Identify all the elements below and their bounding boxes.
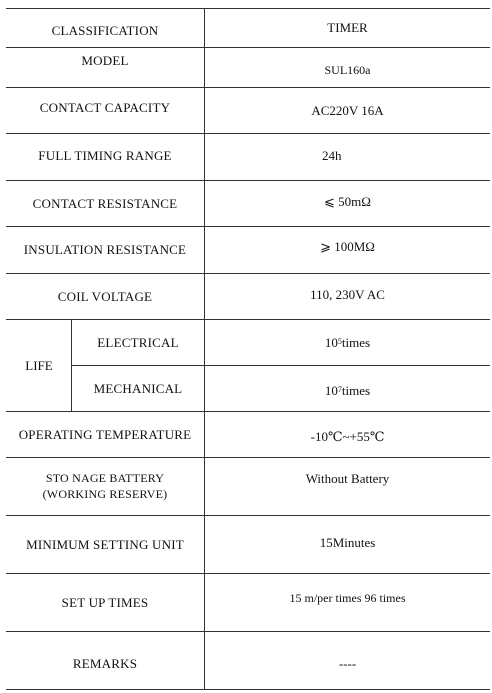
label-storage-battery-line1: STO NAGE BATTERY bbox=[45, 471, 165, 485]
label-classification: CLASSIFICATION bbox=[51, 22, 159, 38]
label-insulation-resistance: INSULATION RESISTANCE bbox=[23, 242, 187, 257]
label-minimum-setting-unit: MINIMUM SETTING UNIT bbox=[26, 536, 184, 552]
label-electrical: ELECTRICAL bbox=[97, 334, 179, 350]
label-contact-capacity: CONTACT CAPACITY bbox=[39, 99, 171, 115]
value-insulation-resistance: ⩾ 100MΩ bbox=[320, 239, 375, 254]
value-contact-capacity: AC220V 16A bbox=[311, 102, 384, 118]
label-mechanical: MECHANICAL bbox=[93, 380, 183, 396]
electrical-unit: times bbox=[341, 334, 371, 350]
value-electrical: 10 5 times bbox=[324, 334, 371, 350]
label-storage-battery-line2: (WORKING RESERVE) bbox=[42, 487, 168, 501]
value-full-timing-range: 24h bbox=[322, 147, 342, 163]
label-coil-voltage: COIL VOLTAGE bbox=[57, 288, 153, 304]
label-operating-temperature: OPERATING TEMPERATURE bbox=[18, 426, 192, 442]
value-contact-resistance: ⩽ 50mΩ bbox=[324, 193, 371, 209]
label-life: LIFE bbox=[25, 357, 53, 373]
value-storage-battery: Without Battery bbox=[305, 470, 390, 486]
label-storage-battery bbox=[6, 457, 204, 515]
value-mechanical: 10 7 times bbox=[324, 382, 371, 398]
label-model: MODEL bbox=[81, 52, 129, 68]
electrical-base: 10 bbox=[324, 334, 338, 350]
mechanical-base: 10 bbox=[324, 382, 338, 398]
label-remarks: REMARKS bbox=[72, 655, 138, 671]
label-contact-resistance: CONTACT RESISTANCE bbox=[32, 195, 178, 211]
row-divider bbox=[6, 631, 490, 632]
label-full-timing-range: FULL TIMING RANGE bbox=[38, 147, 172, 163]
value-operating-temperature: -10℃~+55℃ bbox=[310, 428, 385, 444]
value-model: SUL160a bbox=[324, 62, 371, 77]
value-minimum-setting-unit: 15Minutes bbox=[319, 534, 376, 550]
value-set-up-times: 15 m/per times 96 times bbox=[289, 590, 406, 605]
value-remarks: ---- bbox=[338, 655, 357, 671]
label-set-up-times: SET UP TIMES bbox=[61, 594, 149, 610]
mechanical-unit: times bbox=[341, 382, 371, 398]
value-classification: TIMER bbox=[327, 20, 368, 35]
value-coil-voltage: 110, 230V AC bbox=[310, 286, 385, 302]
